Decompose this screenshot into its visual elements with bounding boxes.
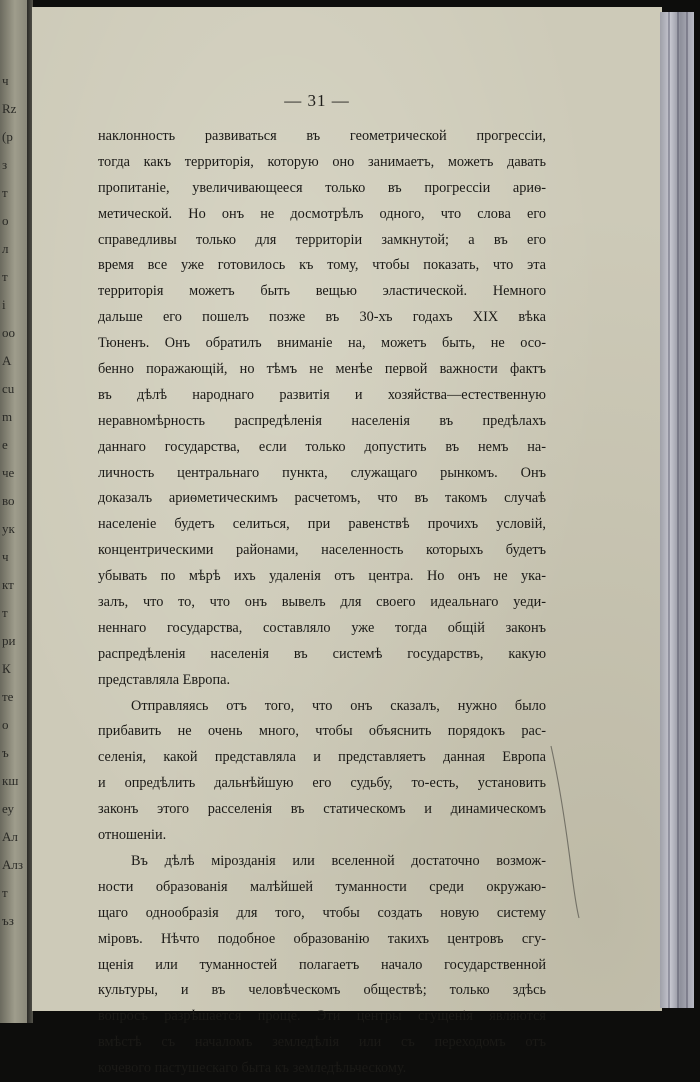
text-line: справедливы только для территоріи замкнутой; а въ его <box>98 231 546 248</box>
text-line: селенія, какой представляла и представляетъ данная Европа <box>98 749 546 766</box>
facing-page-fragment: К <box>2 661 11 676</box>
text-line: доказалъ ариѳметическимъ расчетомъ, что въ такомъ случаѣ <box>98 490 546 507</box>
text-line: время все уже готовилось къ тому, чтобы показать, что эта <box>98 257 546 274</box>
text-line: населеніе будетъ селиться, при равенствѣ прочихъ условій, <box>98 516 546 533</box>
facing-page-fragment: Алз <box>2 857 24 872</box>
text-line: вмѣстѣ съ началомъ земледѣлія или съ переходомъ отъ <box>98 1034 546 1051</box>
facing-page-fragment: оо <box>2 325 15 340</box>
page-stack-edge <box>660 12 694 1008</box>
facing-page-fragment: т <box>2 185 8 200</box>
text-line: вопросъ разрѣшается проще. Эти центры сгущенія являются <box>98 1008 546 1025</box>
facing-page-fragment: кт <box>2 577 14 592</box>
text-line: и опредѣлить дальнѣйшую его судьбу, то-есть, установить <box>98 775 546 792</box>
facing-page-edge <box>0 0 27 1023</box>
text-line: Тюненъ. Онъ обратилъ вниманіе на, можетъ быть, не осо- <box>98 335 546 352</box>
page-number: — 31 — <box>284 91 350 110</box>
text-line: въ дѣлѣ народнаго развитія и хозяйства—естественную <box>98 386 546 403</box>
facing-page-fragment: т <box>2 885 8 900</box>
facing-page-fragment: cu <box>2 381 15 396</box>
text-line: міровъ. Нѣчто подобное образованію такихъ центровъ сгу- <box>98 930 546 947</box>
text-line: представляла Европа. <box>98 671 231 688</box>
facing-page-fragment: ъз <box>2 913 14 928</box>
facing-page-fragment: ъ <box>2 745 9 760</box>
facing-page-fragment: еу <box>2 801 14 816</box>
text-line: наклонность развиваться въ геометрической прогрессіи, <box>98 128 546 144</box>
text-line: бенно поражающій, но тѣмъ не менѣе первой важности фактъ <box>98 361 546 378</box>
text-line: концентрическими районами, населенность которыхъ будетъ <box>98 542 546 559</box>
text-line: Отправляясь отъ того, что онъ сказалъ, нужно было <box>131 697 546 714</box>
text-line: отношеніи. <box>98 827 167 844</box>
text-line: ности образованія малѣйшей туманности среди окружаю- <box>98 878 546 895</box>
text-line: неннаго государства, составляло уже тогда общій законъ <box>98 619 546 636</box>
text-line: личность центральнаго пункта, служащаго рынкомъ. Онъ <box>98 464 546 481</box>
facing-page-fragment: во <box>2 493 15 508</box>
facing-page-fragment: з <box>2 157 8 172</box>
facing-page-fragment: Ал <box>2 829 18 844</box>
facing-page-fragment: Rz <box>2 101 17 116</box>
facing-page-fragment: т <box>2 605 8 620</box>
text-line: территорія можетъ быть вещью эластической. Немного <box>98 283 546 300</box>
text-line: пропитаніе, увеличивающееся только въ прогрессіи ариѳ- <box>98 179 546 196</box>
text-line: распредѣленія населенія въ системѣ государствъ, какую <box>98 645 546 662</box>
facing-page-fragment: m <box>2 409 13 424</box>
text-line: залъ, что то, что онъ вывелъ для своего идеальнаго уеди- <box>98 594 546 611</box>
facing-page-fragment: ч <box>2 73 9 88</box>
book-page <box>32 7 662 1077</box>
pencil-margin-mark <box>545 742 585 922</box>
text-line: тогда какъ территорія, которую оно занимаетъ, можетъ давать <box>98 153 546 170</box>
text-line: метической. Но онъ не досмотрѣлъ одного, что слова его <box>98 205 546 222</box>
text-line: Въ дѣлѣ мірозданія или вселенной достаточно возмож- <box>131 852 546 869</box>
facing-page-fragment: т <box>2 269 8 284</box>
facing-page-fragment: е <box>2 437 8 452</box>
text-line: убывать по мѣрѣ ихъ удаленія отъ центра. Но онъ не ука- <box>98 568 546 585</box>
facing-page-fragment: ри <box>2 633 16 648</box>
facing-page-fragment: л <box>2 241 9 256</box>
facing-page-fragment: о <box>2 213 9 228</box>
text-line: кочевого пастушескаго быта къ земледѣльческому. <box>98 1060 407 1077</box>
facing-page-fragment: те <box>2 689 14 704</box>
facing-page-fragment: ук <box>2 521 15 536</box>
text-line: даннаго государства, если только допустить въ немъ на- <box>98 438 546 455</box>
facing-page-fragment: і <box>2 297 6 312</box>
facing-page-fragment: че <box>2 465 15 480</box>
text-line: щаго однообразія для того, чтобы создать новую систему <box>98 904 546 921</box>
text-line: прибавить не очень много, чтобы объяснить порядокъ рас- <box>98 723 546 740</box>
facing-page-fragment: (p <box>2 129 13 144</box>
facing-page-fragment: A <box>2 353 12 368</box>
text-line: культуры, и въ человѣческомъ обществѣ; только здѣсь <box>98 982 546 999</box>
text-line: законъ этого расселенія въ статическомъ и динамическомъ <box>98 801 546 818</box>
facing-page-fragment: кш <box>2 773 19 788</box>
text-line: неравномѣрность распредѣленія населенія въ предѣлахъ <box>98 412 546 429</box>
body-text <box>98 124 546 1082</box>
facing-page-fragment: ч <box>2 549 9 564</box>
text-line: дальше его пошелъ позже въ 30-хъ годахъ XIX вѣка <box>98 309 546 326</box>
text-line: щенія или туманностей полагаетъ начало государственной <box>98 956 546 973</box>
facing-page-fragment: о <box>2 717 9 732</box>
